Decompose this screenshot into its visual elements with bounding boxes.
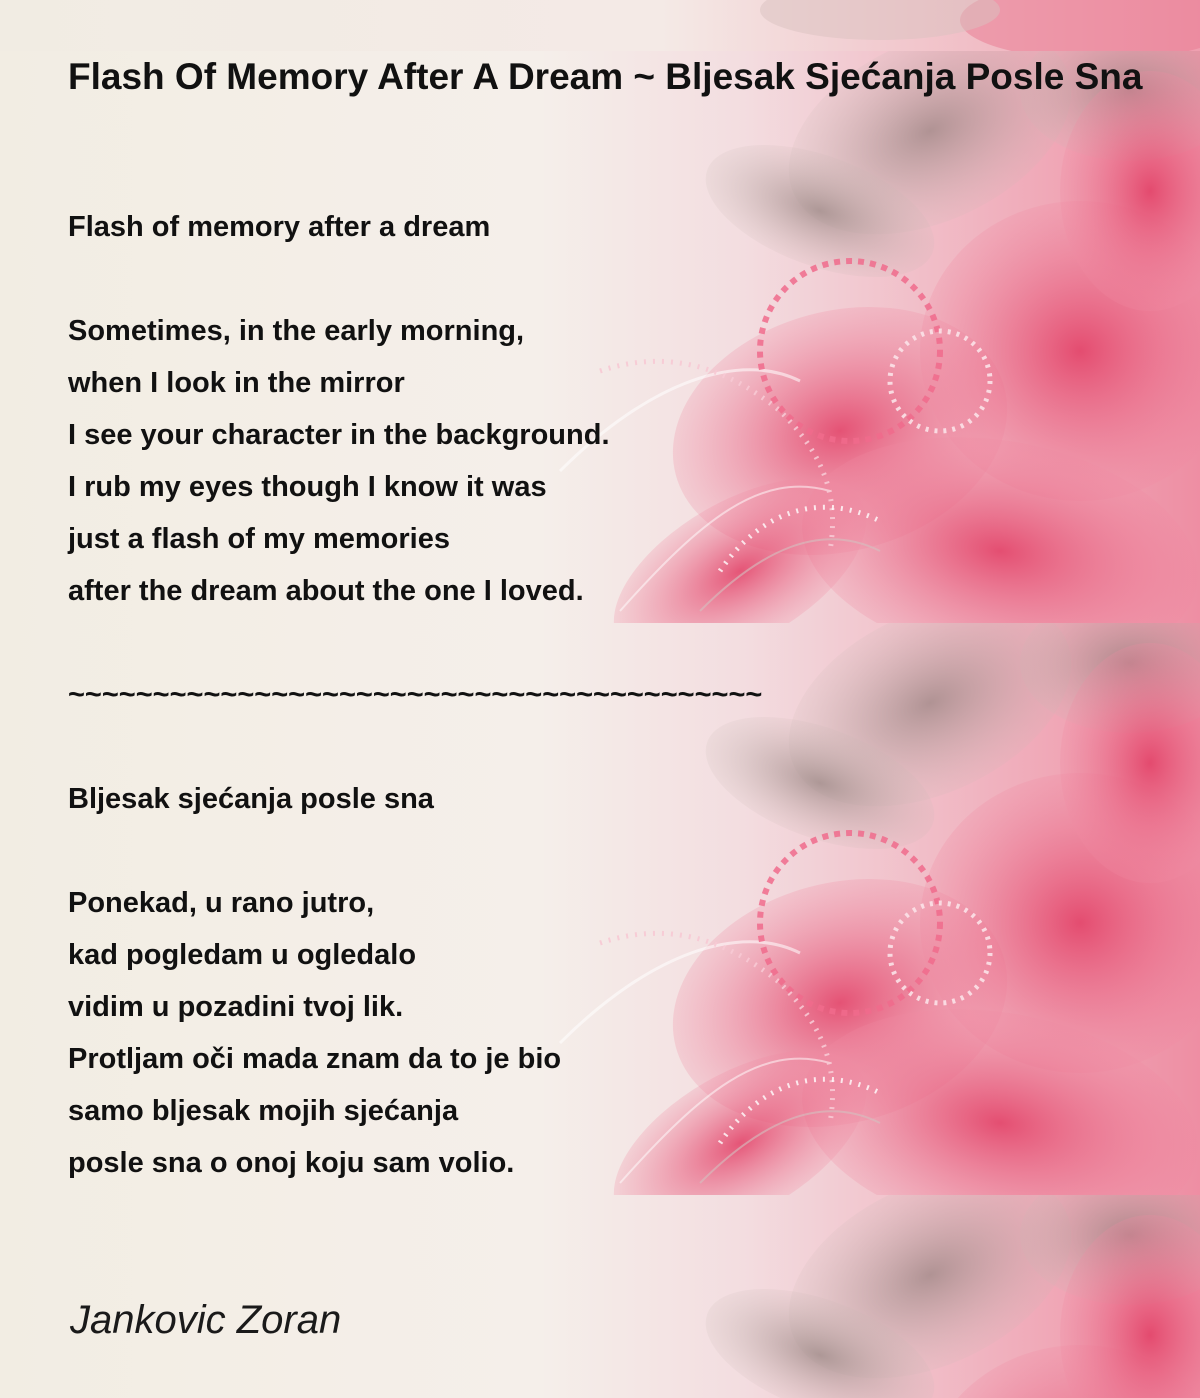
floral-top-strip	[0, 0, 1200, 51]
poem-blank-line	[68, 831, 762, 883]
poem-line: samo bljesak mojih sjećanja	[68, 1095, 459, 1127]
poem-line: Ponekad, u rano jutro,	[68, 887, 375, 919]
poem-line: Protljam oči mada znam da to je bio	[68, 1043, 562, 1075]
poem-line: Bljesak sjećanja posle sna	[68, 783, 434, 815]
poem-line: after the dream about the one I loved.	[68, 575, 584, 607]
poem-body	[68, 207, 762, 1195]
poem-line: Sometimes, in the early morning,	[68, 315, 525, 347]
poem-line: vidim u pozadini tvoj lik.	[68, 991, 404, 1023]
poem-line: I rub my eyes though I know it was	[68, 471, 547, 503]
poem-blank-line	[68, 727, 762, 779]
poem-line: when I look in the mirror	[68, 367, 405, 399]
poem-line: kad pogledam u ogledalo	[68, 939, 417, 971]
poem-blank-line	[68, 259, 762, 311]
poem-line: ~~~~~~~~~~~~~~~~~~~~~~~~~~~~~~~~~~~~~~~~~	[68, 679, 763, 711]
poem-blank-line	[68, 623, 762, 675]
poem-author: Jankovic Zoran	[70, 1298, 342, 1342]
poem-title: Flash Of Memory After A Dream ~ Bljesak Sjećanja Posle Sna	[68, 56, 1143, 97]
poem-line: Flash of memory after a dream	[68, 211, 491, 243]
poem-line: posle sna o onoj koju sam volio.	[68, 1147, 515, 1179]
poem-line: just a flash of my memories	[68, 523, 450, 555]
poem-line: I see your character in the background.	[68, 419, 610, 451]
floral-band-3	[0, 1195, 1200, 1398]
